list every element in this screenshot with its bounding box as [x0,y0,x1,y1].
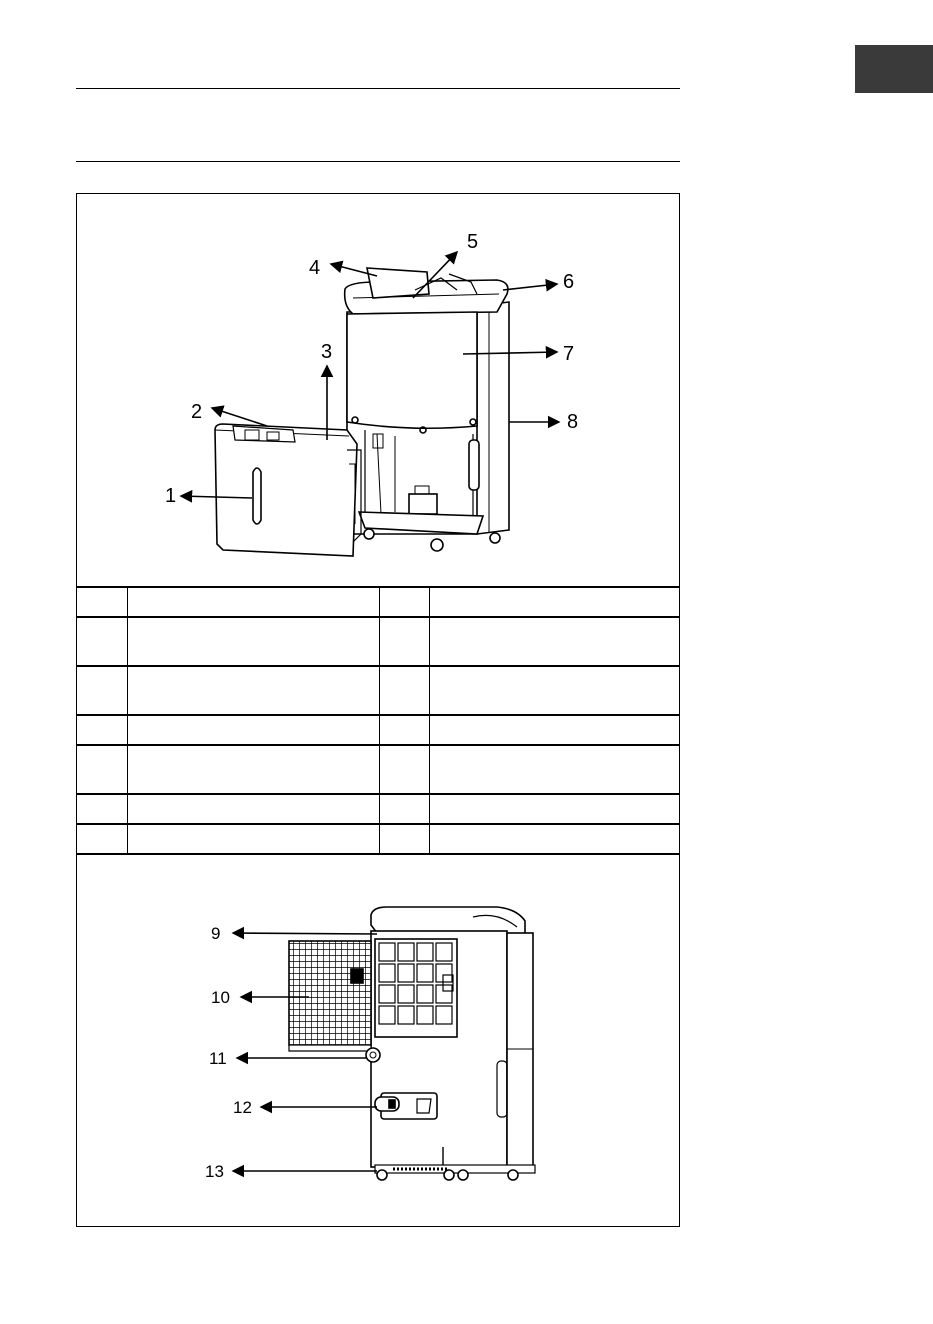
callout-12: 12 [233,1098,252,1117]
parts-table-row [77,666,679,715]
callout-11: 11 [209,1049,227,1068]
parts-table-row [77,587,679,617]
parts-table-row [77,617,679,666]
parts-table-row [77,715,679,745]
callout-1: 1 [165,485,177,507]
callout-5: 5 [467,231,479,253]
callout-13: 13 [205,1162,224,1181]
callout-8: 8 [567,411,579,433]
parts-table [77,586,679,855]
part-name-cell [127,587,379,617]
part-number-cell [77,794,127,824]
parts-table-row [77,824,679,854]
part-number-cell [379,794,429,824]
rear-view-callout-labels [205,924,252,1181]
part-name-cell [429,587,679,617]
part-name-cell [127,824,379,854]
header-rule-top [76,88,680,89]
callout-6: 6 [563,271,575,293]
dehumidifier-front-drawing [215,268,509,556]
callout-3: 3 [321,341,333,363]
callout-2: 2 [191,401,203,423]
part-number-cell [379,824,429,854]
part-number-cell [77,617,127,666]
part-number-cell [379,666,429,715]
part-name-cell [127,715,379,745]
part-number-cell [379,587,429,617]
part-name-cell [127,745,379,794]
part-name-cell [429,824,679,854]
part-number-cell [379,745,429,794]
part-name-cell [127,666,379,715]
part-name-cell [429,715,679,745]
front-view-illustration [77,194,679,586]
part-number-cell [379,715,429,745]
part-number-cell [77,745,127,794]
part-name-cell [429,666,679,715]
parts-table-row [77,794,679,824]
part-number-cell [77,824,127,854]
part-name-cell [127,794,379,824]
part-number-cell [379,617,429,666]
part-number-cell [77,715,127,745]
rear-view-illustration [77,877,679,1226]
part-name-cell [429,745,679,794]
part-name-cell [429,617,679,666]
parts-table-row [77,745,679,794]
part-number-cell [77,666,127,715]
header-rule-bottom [76,161,680,162]
device-overview-frame [76,193,680,1227]
part-name-cell [127,617,379,666]
callout-4: 4 [309,257,321,279]
callout-9: 9 [211,924,221,943]
callout-7: 7 [563,343,575,365]
language-tab [855,45,933,93]
callout-10: 10 [211,988,230,1007]
part-name-cell [429,794,679,824]
part-number-cell [77,587,127,617]
dehumidifier-rear-drawing [289,907,535,1180]
